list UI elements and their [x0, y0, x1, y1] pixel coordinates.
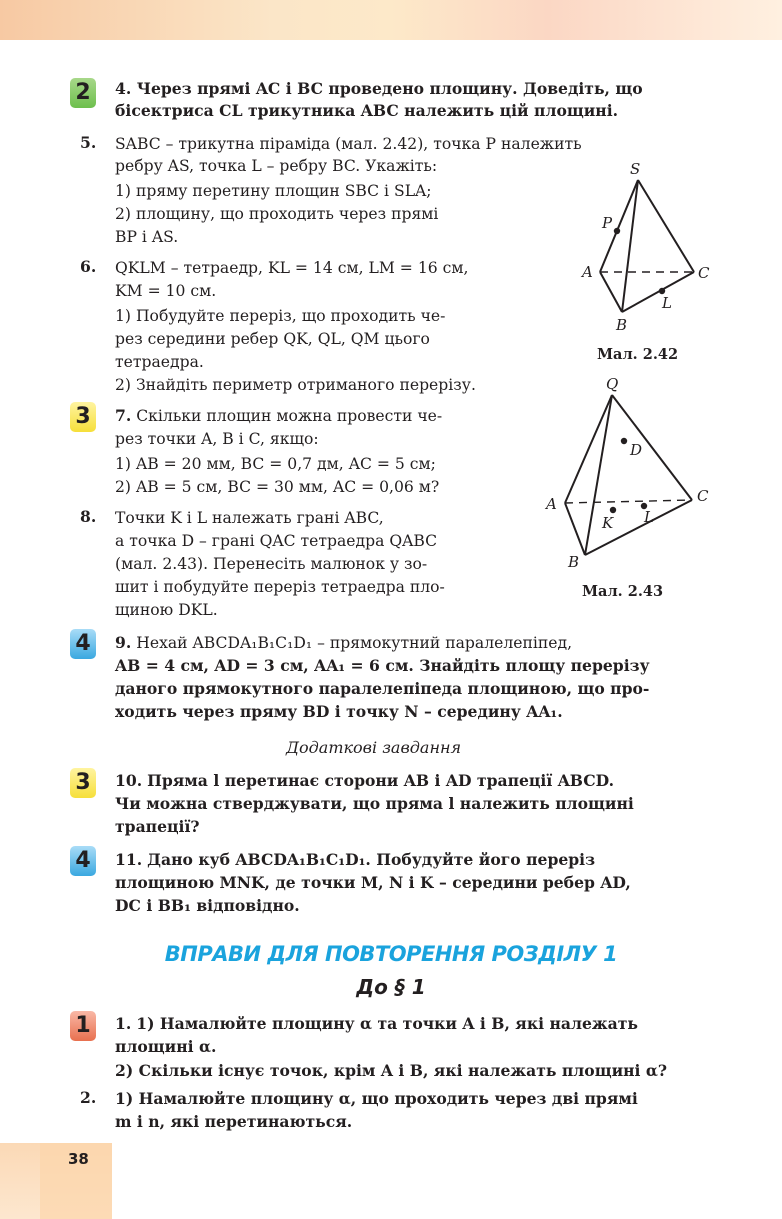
task-4-line-2: бісектриса CL трикутника ABC належить цій площині.: [115, 101, 619, 120]
task-10-line-2: Чи можна стверджувати, що пряма l належить площині: [115, 794, 634, 813]
label-c: C: [698, 264, 710, 282]
section-title: ВПРАВИ ДЛЯ ПОВТОРЕННЯ РОЗДІЛУ 1: [164, 942, 618, 966]
task-9-line-2: AB = 4 см, AD = 3 см, AA₁ = 6 см. Знайдіть площу перерізу: [115, 656, 650, 675]
task-8-line-4: шит і побудуйте переріз тетраедра пло-: [115, 578, 445, 596]
task-5-line-4: 2) площину, що проходить через прямі: [115, 205, 439, 223]
figure-2-43-caption: Мал. 2.43: [582, 583, 664, 600]
task-11-text-1: Дано куб ABCDA₁B₁C₁D₁. Побудуйте його переріз: [147, 850, 596, 869]
review-1-text-1: 1) Намалюйте площину α та точки A і B, які належать: [136, 1014, 638, 1033]
task-7-number: 7.: [115, 406, 132, 425]
subsection-title: До § 1: [356, 975, 426, 999]
task-11-line-3: DC і BB₁ відповідно.: [115, 896, 300, 915]
label-p: P: [602, 214, 613, 232]
task-10-text-1: Пряма l перетинає сторони AB і AD трапеції ABCD.: [147, 771, 615, 790]
task-6-line-5: тетраедра.: [115, 353, 204, 371]
figure-2-42-caption: Мал. 2.42: [597, 346, 679, 363]
label-a: A: [582, 263, 593, 281]
task-6-line-4: рез середини ребер QK, QL, QM цього: [115, 330, 430, 348]
point-d-dot: [621, 438, 627, 444]
task-11-line-1: [115, 849, 595, 871]
review-1-line-1: [115, 1013, 638, 1035]
task-6-line-2: KM = 10 см.: [115, 282, 217, 300]
level-badge-3b: 3: [70, 768, 96, 798]
task-7-line-3: 1) AB = 20 мм, BC = 0,7 дм, AC = 5 см;: [115, 455, 436, 473]
level-badge-1: 1: [70, 1011, 96, 1041]
level-badge-4: 4: [70, 629, 96, 659]
task-9-line-4: ходить через пряму BD і точку N – середину AA₁.: [115, 702, 563, 721]
task-9-line-3: даного прямокутного паралелепіпеда площиною, що про-: [115, 679, 650, 698]
page-number: 38: [68, 1150, 89, 1168]
task-7-text-1: Скільки площин можна провести че-: [136, 407, 443, 425]
label-k: K: [602, 514, 614, 532]
task-9-number: 9.: [115, 633, 132, 652]
task-7-line-4: 2) AB = 5 см, BC = 30 мм, AC = 0,06 м?: [115, 478, 440, 496]
point-p-dot: [614, 228, 620, 234]
task-5-line-2: ребру AS, точка L – ребру BC. Укажіть:: [115, 157, 438, 175]
task-5-line-1: SABC – трикутна піраміда (мал. 2.42), точка P належить: [115, 135, 582, 153]
task-8-line-1: Точки K і L належать грані ABC,: [115, 509, 384, 527]
extra-tasks-title: Додаткові завдання: [286, 738, 462, 757]
label-l: L: [644, 508, 654, 526]
review-2-number: 2.: [80, 1088, 97, 1107]
task-7-line-1: [115, 405, 442, 427]
level-badge-2: 2: [70, 78, 96, 108]
task-9-text-1: Нехай ABCDA₁B₁C₁D₁ – прямокутний паралелепіпед,: [136, 634, 573, 652]
label-c: C: [697, 487, 709, 505]
task-5-line-3: 1) пряму перетину площин SBC і SLA;: [115, 182, 432, 200]
task-4-number: 4.: [115, 79, 132, 98]
task-6-number: 6.: [80, 257, 97, 276]
figure-2-43: [540, 375, 720, 575]
task-5-line-5: BP і AS.: [115, 228, 179, 246]
review-2-line-2: m і n, які перетинаються.: [115, 1112, 353, 1131]
task-11-line-2: площиною MNK, де точки M, N і K – середини ребер AD,: [115, 873, 631, 892]
task-6-line-3: 1) Побудуйте переріз, що проходить че-: [115, 307, 446, 325]
review-1-line-3: 2) Скільки існує точок, крім A і B, які належать площині α?: [115, 1061, 668, 1080]
task-10-line-3: трапеції?: [115, 817, 200, 836]
task-4-line-1: [115, 78, 643, 100]
label-a: A: [546, 495, 557, 513]
task-10-number: 10.: [115, 771, 143, 790]
label-q: Q: [606, 375, 619, 393]
task-8-line-3: (мал. 2.43). Перенесіть малюнок у зо-: [115, 555, 428, 573]
task-5-number: 5.: [80, 133, 97, 152]
label-s: S: [630, 160, 641, 178]
task-6-line-6: 2) Знайдіть периметр отриманого перерізу.: [115, 376, 476, 394]
label-b: B: [568, 553, 580, 571]
review-1-number: 1.: [115, 1014, 132, 1033]
task-11-number: 11.: [115, 850, 143, 869]
review-1-line-2: площині α.: [115, 1037, 217, 1056]
task-10-line-1: [115, 770, 614, 792]
task-7-line-2: рез точки A, B і C, якщо:: [115, 430, 319, 448]
top-decorative-band: [0, 0, 782, 40]
label-l: L: [662, 294, 672, 312]
task-6-line-1: QKLM – тетраедр, KL = 14 см, LM = 16 см,: [115, 259, 469, 277]
level-badge-3: 3: [70, 402, 96, 432]
task-8-line-2: а точка D – грані QAC тетраедра QABC: [115, 532, 438, 550]
task-8-line-5: щиною DKL.: [115, 601, 218, 619]
label-d: D: [630, 441, 643, 459]
review-2-line-1: 1) Намалюйте площину α, що проходить через дві прямі: [115, 1089, 638, 1108]
point-k-dot: [610, 507, 616, 513]
task-8-number: 8.: [80, 507, 97, 526]
level-badge-4b: 4: [70, 846, 96, 876]
task-9-line-1: [115, 632, 572, 654]
label-b: B: [616, 316, 628, 334]
footer-decorative-corner: [0, 1143, 112, 1219]
task-4-text-1: Через прямі AC і BC проведено площину. Доведіть, що: [136, 79, 643, 98]
